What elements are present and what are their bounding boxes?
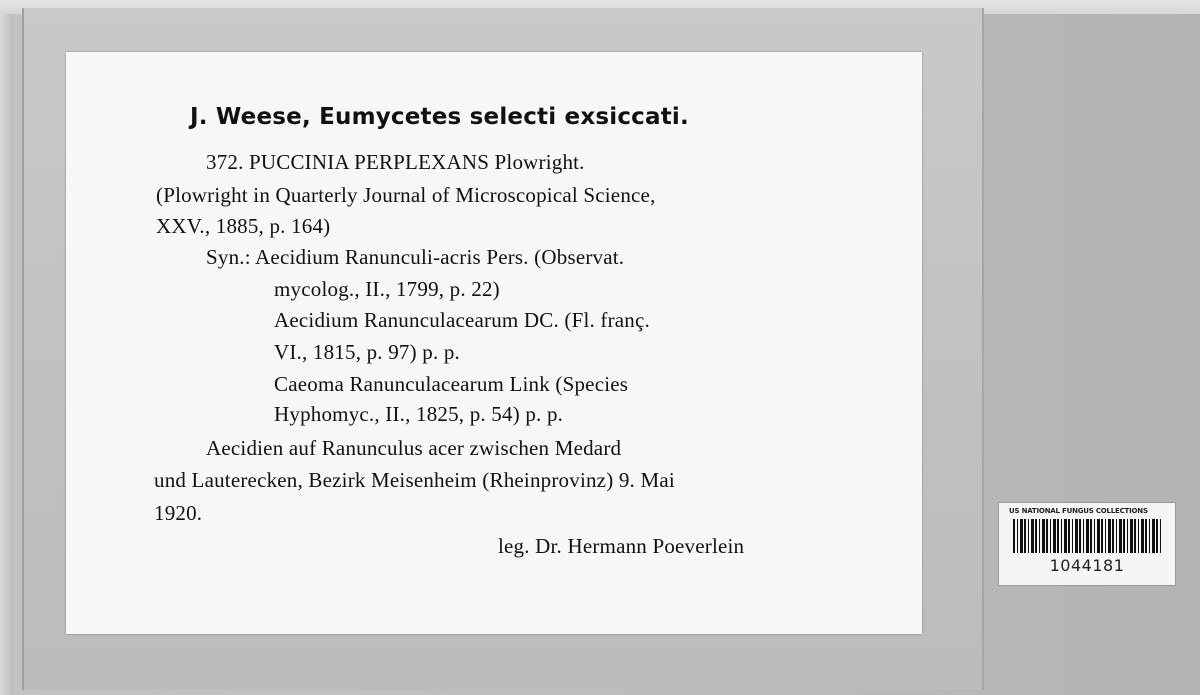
species-number-line: 372. PUCCINIA PERPLEXANS Plowright. bbox=[206, 150, 585, 174]
synonym-line-3: Aecidium Ranunculacearum DC. (Fl. franç. bbox=[274, 308, 650, 332]
synonym-line-1: Syn.: Aecidium Ranunculi-acris Pers. (Observat. bbox=[206, 245, 625, 269]
specimen-label bbox=[66, 52, 922, 634]
citation-line-1: (Plowright in Quarterly Journal of Microscopical Science, bbox=[156, 183, 656, 207]
synonym-line-5: Caeoma Ranunculacearum Link (Species bbox=[274, 372, 629, 396]
label-title: J. Weese, Eumycetes selecti exsiccati. bbox=[190, 104, 689, 130]
barcode-icon bbox=[1013, 519, 1163, 553]
barcode-label bbox=[998, 502, 1176, 586]
synonym-line-2: mycolog., II., 1799, p. 22) bbox=[274, 277, 500, 301]
citation-line-2: XXV., 1885, p. 164) bbox=[156, 214, 331, 238]
locality-line-3: 1920. bbox=[154, 501, 203, 525]
collector-line: leg. Dr. Hermann Poeverlein bbox=[498, 534, 745, 558]
sheet-left-edge bbox=[0, 14, 14, 695]
synonym-line-4: VI., 1815, p. 97) p. p. bbox=[274, 340, 461, 364]
barcode-number: 1044181 bbox=[1049, 556, 1125, 575]
barcode-header: US NATIONAL FUNGUS COLLECTIONS bbox=[1009, 507, 1148, 515]
synonym-line-6: Hyphomyc., II., 1825, p. 54) p. p. bbox=[274, 402, 564, 426]
locality-line-2: und Lauterecken, Bezirk Meisenheim (Rheinprovinz) 9. Mai bbox=[154, 468, 675, 492]
locality-line-1: Aecidien auf Ranunculus acer zwischen Medard bbox=[206, 436, 622, 460]
